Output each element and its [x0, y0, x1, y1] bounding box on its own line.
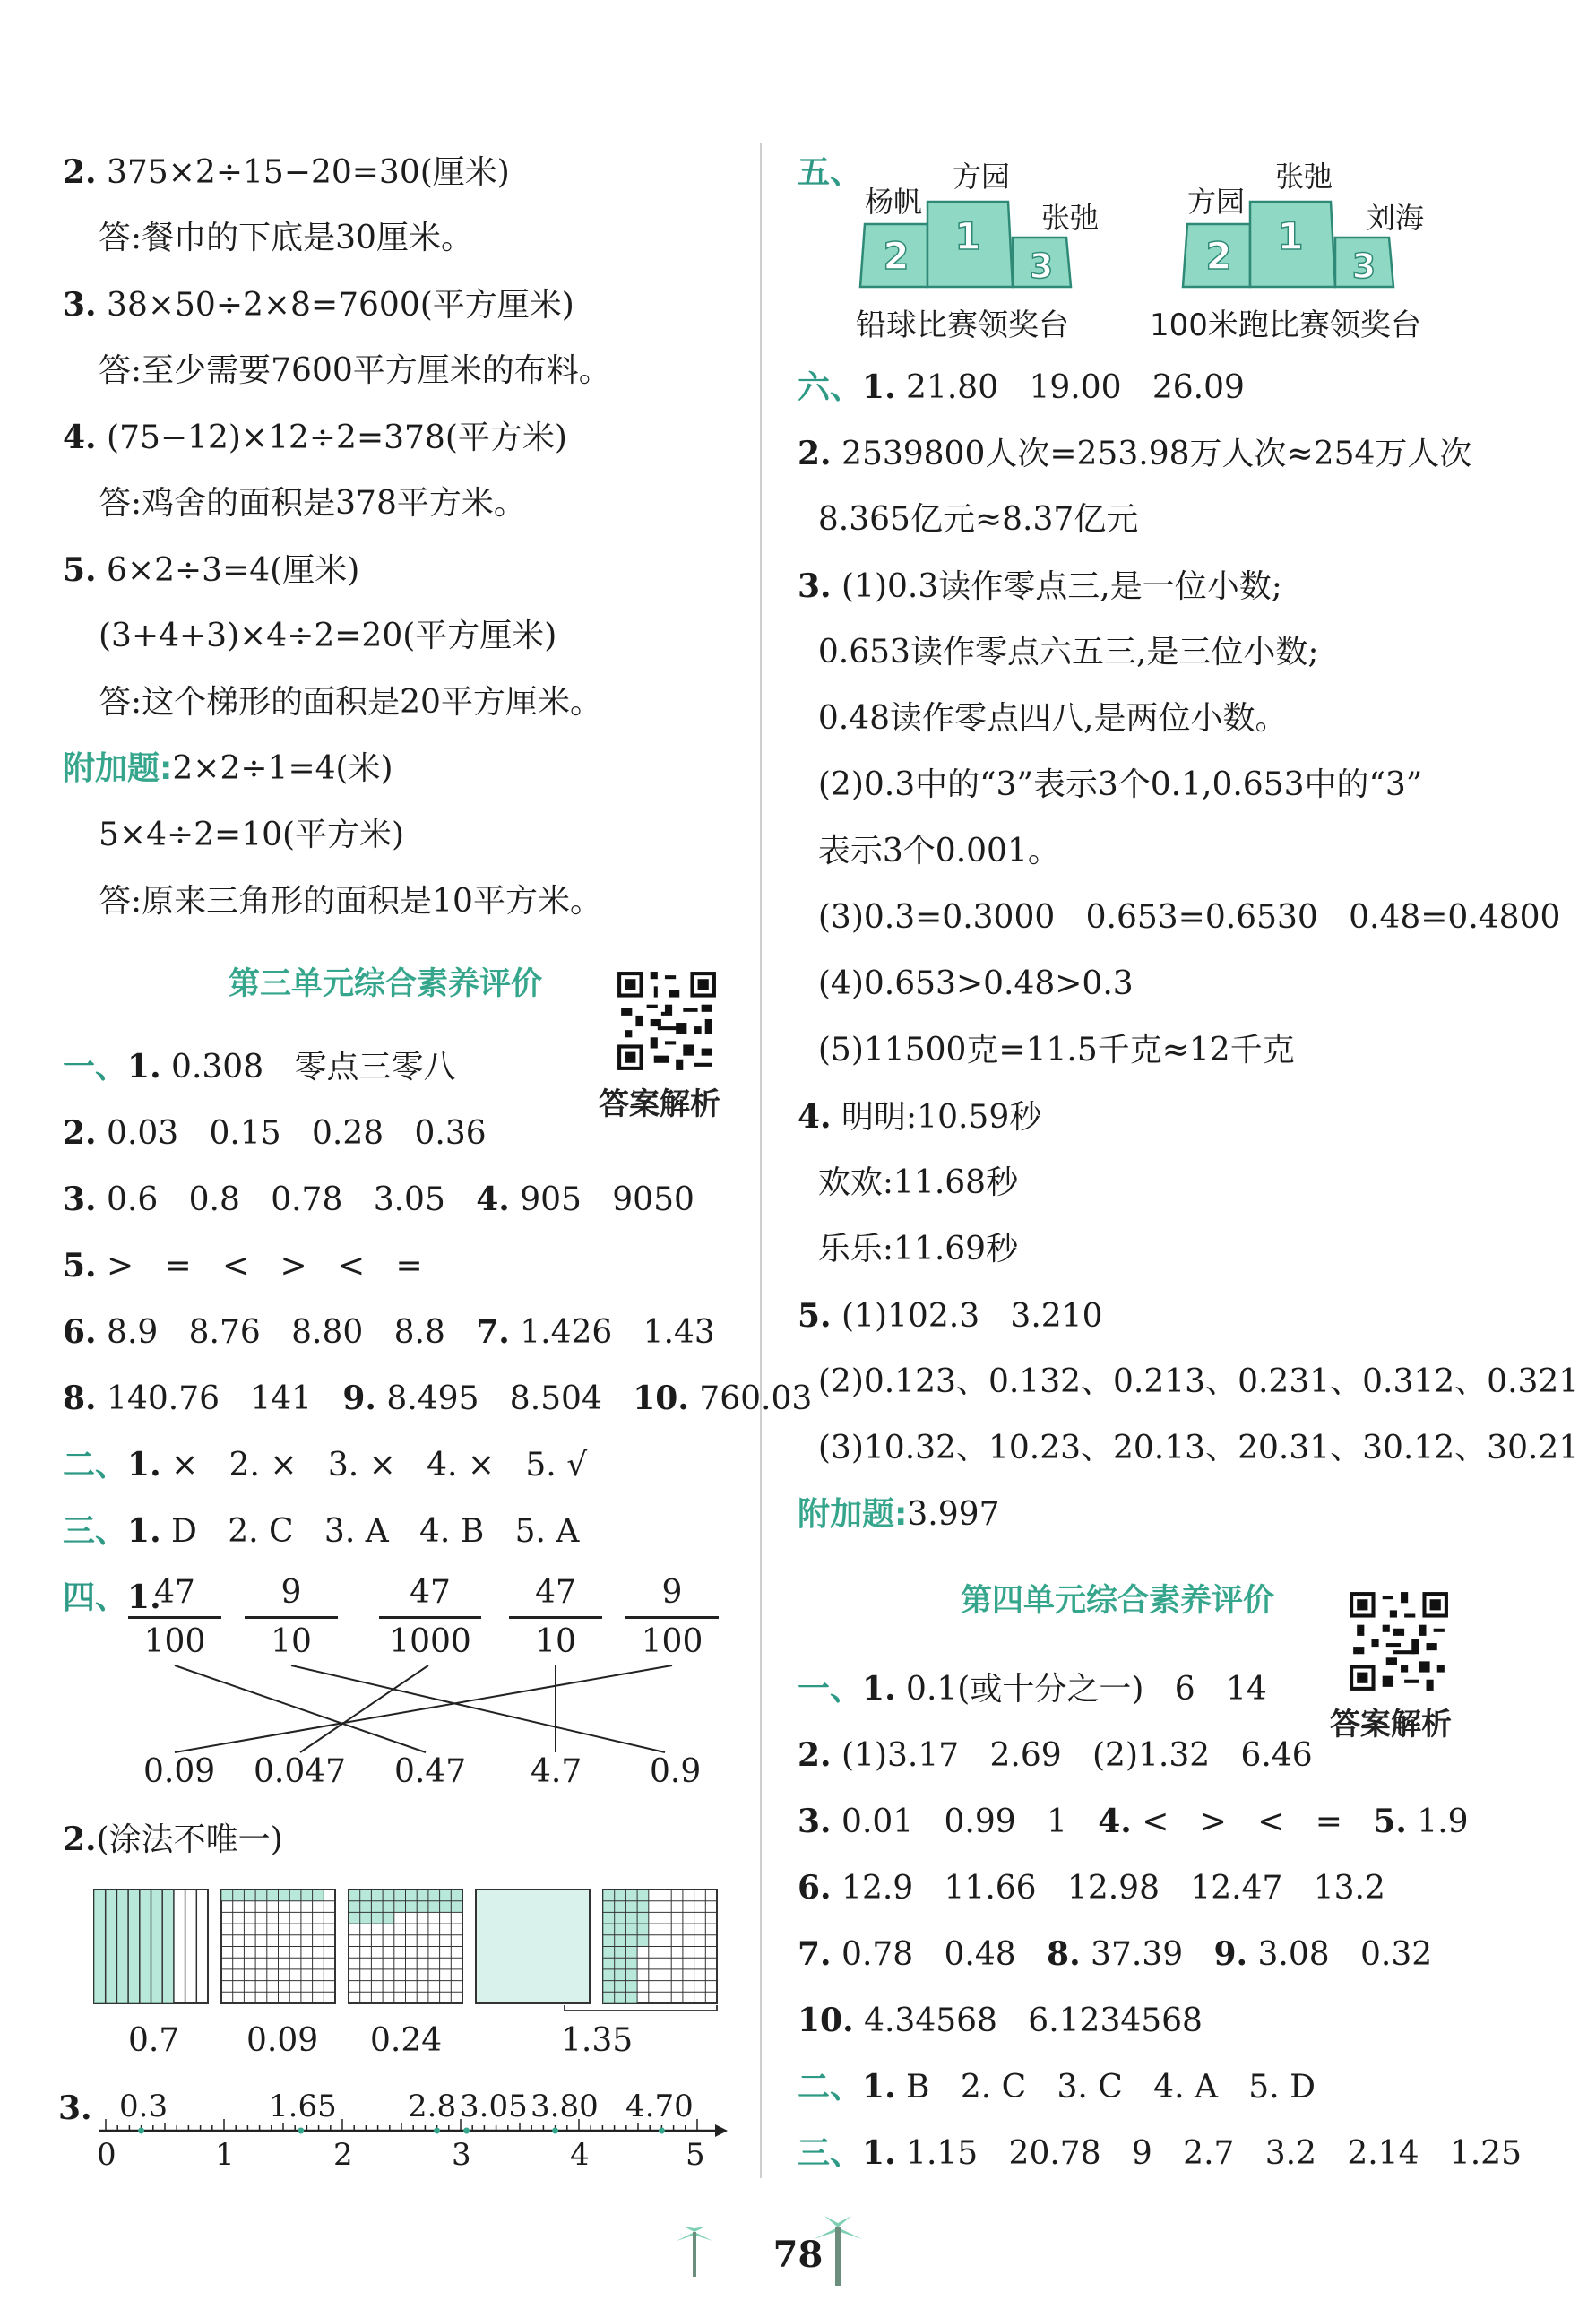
answer-line: 4. (75−12)×12÷2=378(平方米)	[63, 419, 567, 456]
numberline-mark: 3.05	[460, 2089, 528, 2124]
answer-line: 3. 38×50÷2×8=7600(平方厘米)	[63, 286, 574, 324]
svg-text:2: 2	[1205, 234, 1232, 278]
answer-line: 5. 6×2÷3=4(厘米)	[63, 551, 360, 589]
fraction: 9 10	[237, 1573, 345, 1662]
answer-line: 2. 375×2÷15−20=30(厘米)	[63, 153, 510, 191]
answer-line: 表示3个0.001。	[798, 833, 1060, 869]
numberline-point	[463, 2128, 470, 2134]
svg-text:1: 1	[1277, 214, 1304, 258]
number-line	[90, 2115, 735, 2169]
grid-hundredths	[603, 1890, 717, 2003]
answer-line: (5)11500克=11.5千克≈12千克	[798, 1032, 1295, 1068]
qr-caption: 答案解析	[599, 1086, 720, 1122]
svg-text:3: 3	[1351, 247, 1376, 286]
numberline-tick-label: 5	[686, 2137, 705, 2173]
section-four-label: 四、1.	[63, 1578, 161, 1616]
answer-line: 3. (1)0.3读作零点三,是一位小数;	[798, 567, 1282, 605]
fraction: 47 10	[502, 1573, 609, 1662]
answer-line: 2. 2539800人次=253.98万人次≈254万人次	[798, 435, 1472, 472]
answer-line: 乐乐:11.69秒	[798, 1231, 1019, 1267]
matching-lines	[0, 0, 762, 1793]
qr-code[interactable]	[1346, 1588, 1452, 1694]
answer-line: (2)0.3中的“3”表示3个0.1,0.653中的“3”	[798, 766, 1423, 803]
podium-first-name: 方园	[953, 160, 1011, 194]
grid-hundredths	[221, 1890, 335, 2003]
decimal-option: 0.47	[394, 1753, 467, 1790]
answer-line: (3)10.32、10.23、20.13、20.31、30.12、30.21	[798, 1430, 1580, 1466]
answer-line: 6. 8.9 8.76 8.80 8.8 7. 1.426 1.43	[63, 1313, 715, 1351]
answer-line: 答:这个梯形的面积是20平方厘米。	[99, 684, 602, 721]
answer-line: 答:鸡舍的面积是378平方米。	[99, 485, 526, 522]
podium-first-name: 张弛	[1275, 160, 1333, 194]
decimal-option: 4.7	[531, 1753, 582, 1790]
svg-text:1: 1	[954, 214, 981, 258]
answer-line: 8. 140.76 141 9. 8.495 8.504 10. 760.03	[63, 1380, 813, 1417]
answer-line: (2)0.123、0.132、0.213、0.231、0.312、0.321	[798, 1363, 1580, 1400]
answer-line: 三、1. D 2. C 3. A 4. B 5. A	[63, 1512, 580, 1550]
answer-line: (4)0.653>0.48>0.3	[798, 965, 1134, 1002]
podium-third-name: 张弛	[1041, 201, 1100, 235]
numberline-tick-label: 3	[452, 2137, 471, 2173]
podium-third-name: 刘海	[1367, 201, 1425, 235]
numberline-tick-label: 2	[333, 2137, 353, 2173]
answer-line: 5. (1)102.3 3.210	[798, 1297, 1103, 1335]
numberline-mark: 3.80	[531, 2089, 599, 2124]
podium-caption: 铅球比赛领奖台	[856, 307, 1069, 343]
answer-line: 5. > = < > < =	[63, 1247, 423, 1284]
answer-line: 六、1. 21.80 19.00 26.09	[798, 368, 1245, 406]
numberline-point	[138, 2128, 144, 2134]
podium-caption: 100米跑比赛领奖台	[1150, 307, 1421, 343]
answer-line: (3+4+3)×4÷2=20(平方厘米)	[99, 618, 557, 654]
answer-line: 0.48读作零点四八,是两位小数。	[798, 700, 1288, 737]
answer-line: 二、1. × 2. × 3. × 4. × 5. √	[63, 1446, 588, 1483]
grid-label: 0.24	[370, 2022, 443, 2059]
svg-text:3: 3	[1029, 247, 1054, 286]
answer-line: 6. 12.9 11.66 12.98 12.47 13.2	[798, 1869, 1385, 1907]
answer-line: 答:餐巾的下底是30厘米。	[99, 220, 473, 256]
decimal-option: 0.09	[143, 1753, 216, 1790]
grid-tenths	[94, 1890, 208, 2003]
qr-caption: 答案解析	[1330, 1707, 1452, 1743]
answer-line: 一、1. 0.308 零点三零八	[63, 1048, 456, 1085]
match-line	[175, 1665, 672, 1752]
answer-line: 0.653读作零点六五三,是三位小数;	[798, 634, 1319, 670]
numberline-tick-label: 1	[215, 2137, 235, 2173]
numberline-tick-label: 0	[97, 2137, 116, 2173]
podium-second-name: 方园	[1187, 185, 1246, 219]
numberline-point	[298, 2128, 304, 2134]
answer-line: 二、1. B 2. C 3. C 4. A 5. D	[798, 2068, 1316, 2106]
answer-line: (3)0.3=0.3000 0.653=0.6530 0.48=0.4800	[798, 899, 1561, 936]
fraction: 47 1000	[372, 1573, 488, 1662]
fraction: 47 100	[121, 1573, 229, 1662]
extra-question: 附加题:3.997	[798, 1496, 1000, 1533]
decimal-option: 0.047	[254, 1753, 347, 1790]
decimal-option: 0.9	[650, 1753, 702, 1790]
svg-text:2: 2	[883, 234, 910, 278]
grid-label: 0.09	[246, 2022, 319, 2059]
numberline-mark: 4.70	[625, 2089, 694, 2124]
numberline-mark: 1.65	[269, 2089, 337, 2124]
page-number: 78	[772, 2234, 824, 2276]
grid-label: 0.7	[128, 2022, 180, 2059]
palm-icon	[807, 2205, 869, 2295]
numberline-point	[552, 2128, 558, 2134]
section-five-label: 五、	[798, 153, 863, 191]
shaded-grids	[90, 1885, 726, 2011]
answer-line: 8.365亿元≈8.37亿元	[798, 501, 1139, 538]
answer-line: 7. 0.78 0.48 8. 37.39 9. 3.08 0.32	[798, 1935, 1433, 1973]
grid-label: 1.35	[561, 2022, 634, 2059]
answer-line: 3. 0.6 0.8 0.78 3.05 4. 905 9050	[63, 1181, 694, 1218]
podium-second-name: 杨帆	[865, 185, 923, 219]
answer-line: 三、1. 1.15 20.78 9 2.7 3.2 2.14 1.25	[798, 2134, 1522, 2172]
answer-line: 欢欢:11.68秒	[798, 1164, 1019, 1201]
answer-line: 答:至少需要7600平方厘米的布料。	[99, 352, 611, 389]
fraction: 9 100	[618, 1573, 726, 1662]
answer-line: 3. 0.01 0.99 1 4. < > < = 5. 1.9	[798, 1803, 1469, 1840]
match-line	[175, 1665, 426, 1752]
grid-hundredths	[349, 1890, 462, 2003]
answer-line: 一、1. 0.1(或十分之一) 6 14	[798, 1670, 1267, 1708]
numberline-point	[659, 2128, 665, 2134]
extra-question: 附加题:2×2÷1=4(米)	[63, 750, 393, 787]
match-line	[291, 1665, 665, 1752]
answer-line: 10. 4.34568 6.1234568	[798, 2002, 1203, 2039]
unit4-title: 第四单元综合素养评价	[961, 1583, 1275, 1619]
answer-line: 4. 明明:10.59秒	[798, 1098, 1042, 1136]
numberline-mark: 0.3	[119, 2089, 168, 2124]
numberline-mark: 2.8	[408, 2089, 457, 2124]
numberline-tick-label: 4	[570, 2137, 590, 2173]
answer-line: 答:原来三角形的面积是10平方米。	[99, 883, 602, 920]
question-label: 3.	[58, 2089, 92, 2127]
answer-line: 2. 0.03 0.15 0.28 0.36	[63, 1114, 487, 1152]
answer-line: 2. (1)3.17 2.69 (2)1.32 6.46	[798, 1736, 1313, 1774]
unit3-title: 第三单元综合素养评价	[229, 966, 543, 1002]
match-line	[300, 1665, 428, 1752]
grid-full	[476, 1890, 590, 2003]
answer-line: 2.(涂法不唯一)	[63, 1821, 283, 1858]
numberline-point	[434, 2128, 440, 2134]
answer-line: 5×4÷2=10(平方米)	[99, 817, 405, 853]
